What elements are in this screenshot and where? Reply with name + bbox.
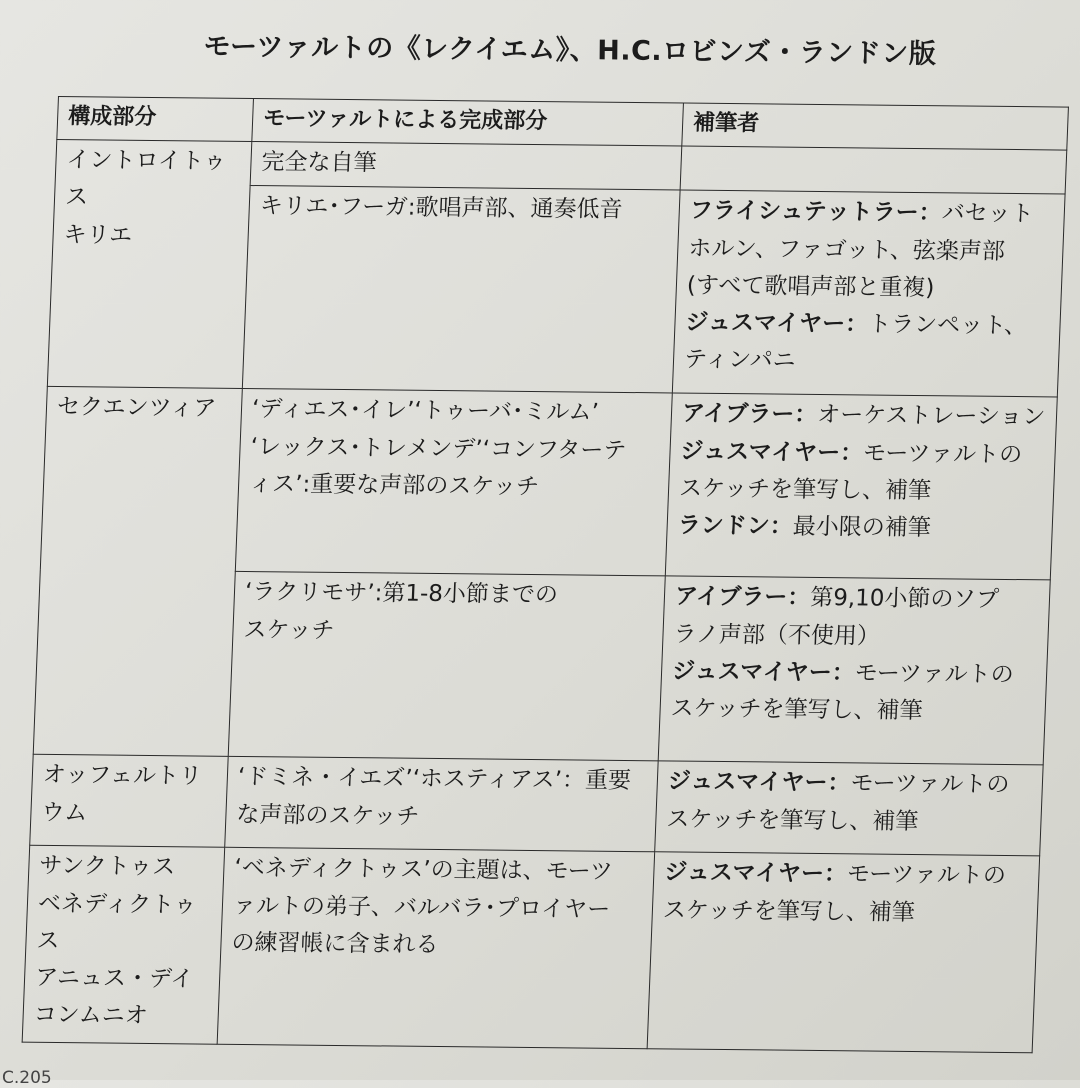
part-name: アニュス・デイ (34, 964, 194, 993)
part-name: サンクトゥス (38, 853, 176, 881)
completion-text: ‘ラクリモサ’:第1-8小節までの (244, 579, 559, 609)
contributor-name: フライシュテットラー (689, 197, 920, 227)
contributor-cell (665, 393, 1057, 580)
contributor-desc: モーツァルトの (849, 770, 1010, 799)
completion-text: ァルトの弟子、バルバラ･プロイヤー (232, 892, 611, 923)
completion-text: 完全な自筆 (261, 149, 378, 177)
contributor-name: ランドン (677, 512, 771, 540)
completion-cell (217, 848, 655, 1049)
contributor-desc: スケッチを筆写し、補筆 (670, 695, 924, 725)
completion-cell (225, 757, 658, 852)
part-name: セクエンツィア (56, 394, 217, 422)
contributor-desc: モーツァルトの (846, 861, 1007, 890)
completion-text: ィス’:重要な声部のスケッチ (248, 470, 540, 500)
completion-cell (250, 142, 682, 191)
completion-text: キリエ･フーガ:歌唱声部、通奏低音 (259, 193, 623, 224)
part-name: イントロイトゥス (64, 147, 227, 211)
completion-text: ‘ディエス･イレ’‘トゥーバ･ミルム’ (251, 396, 600, 426)
contributor-entry: アイブラー：オーケストレーション (681, 400, 1046, 431)
completion-text: スケッチ (243, 616, 335, 644)
header-part: 構成部分 (57, 97, 254, 142)
contributor-name: アイブラー (674, 583, 788, 611)
contributor-desc: バセット (941, 200, 1035, 228)
contributor-name: アイブラー (681, 400, 795, 428)
completion-text: の練習帳に含まれる (231, 929, 440, 958)
header-completion: モーツァルトによる完成部分 (252, 99, 684, 146)
contributor-desc: モーツァルトの (854, 660, 1015, 688)
requiem-completion-table (22, 96, 1069, 1054)
contributor-entry: ランドン：最小限の補筆 (677, 512, 932, 542)
contributor-desc: 第9,10小節のソプ (809, 585, 1000, 614)
contributor-entry: アイブラー：第9,10小節のソプ (674, 583, 1000, 614)
part-name: キリエ (63, 221, 133, 249)
contributor-desc: トランペット、 (867, 311, 1028, 340)
table-row (30, 755, 1043, 857)
completion-text: な声部のスケッチ (235, 801, 420, 830)
page-code: C.205 (2, 1068, 52, 1088)
table-row (22, 845, 1040, 1053)
contributor-name: ジュスマイヤー (685, 309, 846, 338)
contributor-name: ジュスマイヤー (667, 768, 828, 797)
completion-cell (242, 186, 680, 393)
table-row (55, 139, 1067, 194)
part-cell (33, 387, 242, 757)
part-cell (30, 755, 228, 848)
contributor-entry: ジュスマイヤー：モーツァルトの (663, 859, 1007, 890)
contributor-desc: スケッチを筆写し、補筆 (662, 896, 916, 926)
header-contributor: 補筆者 (682, 103, 1069, 150)
contributor-desc: 最小限の補筆 (792, 513, 932, 542)
completion-text: ‘レックス･トレメンデ’‘コンフターテ (250, 433, 627, 464)
completion-text: ‘ベネディクトゥス’の主題は、モーツ (233, 855, 614, 886)
contributor-desc: ラノ声部（不使用） (673, 620, 881, 650)
part-name: ベネディクトゥス (36, 890, 198, 954)
contributor-desc: (すべて歌唱声部と重複) (686, 272, 935, 301)
completion-text: ‘ドミネ・イエズ’‘ホスティアス’：重要 (237, 764, 632, 795)
contributor-cell (658, 576, 1050, 765)
part-name: オッフェルトリ (42, 762, 203, 790)
part-cell (22, 845, 225, 1044)
contributor-entry: ジュスマイヤー：モーツァルトの (680, 438, 1023, 468)
contributor-cell (647, 852, 1040, 1053)
table-row (40, 387, 1057, 581)
page-title: モーツァルトの《レクイエム》、H.C.ロビンズ・ランドン版 (203, 31, 937, 70)
contributor-cell (672, 190, 1065, 397)
contributor-desc: オーケストレーション (816, 402, 1046, 431)
contributor-desc: ホルン、ファゴット、弦楽声部 (687, 235, 1006, 265)
contributor-cell (680, 146, 1067, 194)
part-name: コンムニオ (33, 1002, 149, 1030)
part-cell (47, 139, 251, 388)
part-name: ウム (40, 799, 88, 826)
contributor-desc: スケッチを筆写し、補筆 (665, 805, 919, 835)
contributor-cell (655, 761, 1043, 856)
contributor-desc: ティンパニ (683, 346, 797, 374)
completion-cell (235, 389, 672, 576)
completion-cell (228, 572, 665, 761)
contributor-entry: ジュスマイヤー：モーツァルトの (671, 658, 1015, 688)
contributor-name: ジュスマイヤー (680, 438, 841, 466)
contributor-desc: モーツァルトの (862, 439, 1023, 468)
contributor-name: ジュスマイヤー (671, 658, 833, 686)
contributor-entry: フライシュテットラー：バセット (689, 197, 1035, 228)
contributor-entry: ジュスマイヤー：トランペット、 (685, 309, 1028, 340)
contributor-desc: スケッチを筆写し、補筆 (678, 475, 932, 504)
contributor-entry: ジュスマイヤー：モーツァルトの (667, 768, 1010, 799)
contributor-name: ジュスマイヤー (663, 859, 825, 888)
